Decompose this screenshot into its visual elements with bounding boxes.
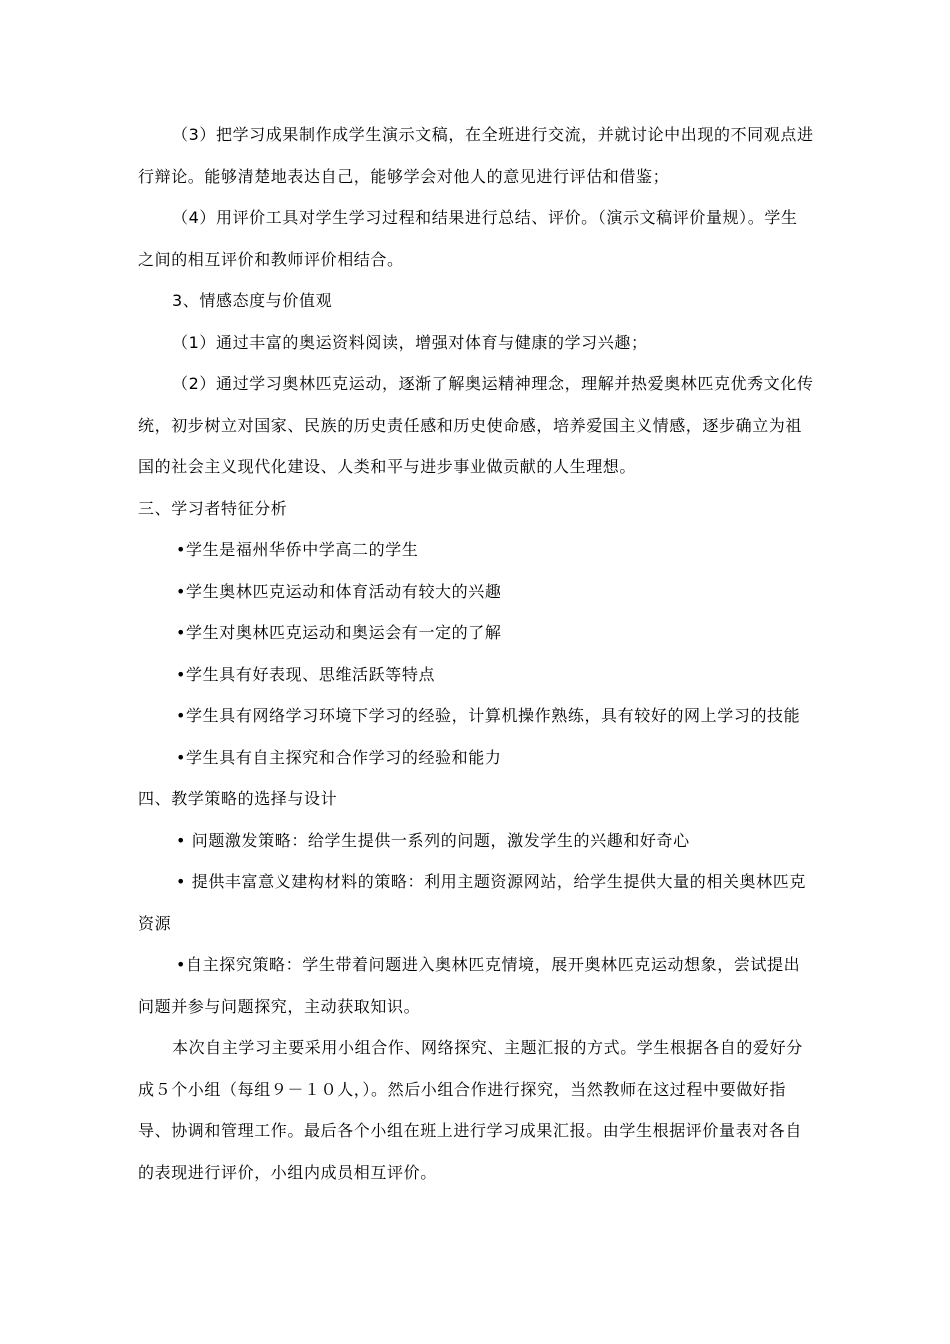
section-heading-teaching-strategy: 四、教学策略的选择与设计 — [138, 789, 338, 808]
bullet-learner-traits: •学生具有好表现、思维活跃等特点 — [176, 664, 436, 684]
section-heading-learner-analysis: 三、学习者特征分析 — [138, 498, 288, 518]
bullet-strategy-materials: • 提供丰富意义建构材料的策略：利用主题资源网站，给学生提供大量的相关奥林匹克资源 — [138, 872, 806, 933]
paragraph-evaluation-tools: （4）用评价工具对学生学习过程和结果进行总结、评价。（演示文稿评价量规）。学生之间的相互评价和教师评价相结合。 — [138, 208, 798, 269]
bullet-learner-knowledge: •学生对奥林匹克运动和奥运会有一定的了解 — [176, 623, 502, 642]
paragraph-presentation-exchange: （3）把学习成果制作成学生演示文稿，在全班进行交流，并就讨论中出现的不同观点进行辩论。能够清楚地表达自己，能够学会对他人的意见进行评估和借鉴； — [138, 125, 814, 186]
bullet-learner-interest: •学生奥林匹克运动和体育活动有较大的兴趣 — [176, 581, 502, 601]
bullet-learner-network-skills: •学生具有网络学习环境下学习的经验，计算机操作熟练，具有较好的网上学习的技能 — [176, 706, 801, 725]
bullet-learner-school: •学生是福州华侨中学高二的学生 — [176, 540, 419, 559]
bullet-strategy-questions: • 问题激发策略：给学生提供一系列的问题，激发学生的兴趣和好奇心 — [176, 830, 690, 850]
paragraph-group-learning: 本次自主学习主要采用小组合作、网络探究、主题汇报的方式。学生根据各自的爱好分成５个小组（每组９－１０人，）。然后小组合作进行探究，当然教师在这过程中要做好指导、协调和管理工作。最后各个小组在班上进行学习成果汇报。由学生根据评价量表对各自的表现进行评价，小组内成员相互评价。 — [138, 1038, 803, 1182]
heading-emotion-attitude-values: 3、情感态度与价值观 — [172, 291, 333, 310]
bullet-strategy-inquiry: •自主探究策略：学生带着问题进入奥林匹克情境，展开奥林匹克运动想象，尝试提出问题并参与问题探究，主动获取知识。 — [138, 955, 801, 1016]
paragraph-olympic-reading-interest: （1）通过丰富的奥运资料阅读，增强对体育与健康的学习兴趣； — [172, 332, 648, 352]
document-body — [138, 114, 814, 1193]
bullet-learner-cooperation: •学生具有自主探究和合作学习的经验和能力 — [176, 747, 502, 767]
paragraph-olympic-spirit: （2）通过学习奥林匹克运动，逐渐了解奥运精神理念，理解并热爱奥林匹克优秀文化传统，初步树立对国家、民族的历史责任感和历史使命感，培养爱国主义情感，逐步确立为祖国的社会主义现代化建设、人类和平与进步事业做贡献的人生理想。 — [138, 374, 814, 476]
